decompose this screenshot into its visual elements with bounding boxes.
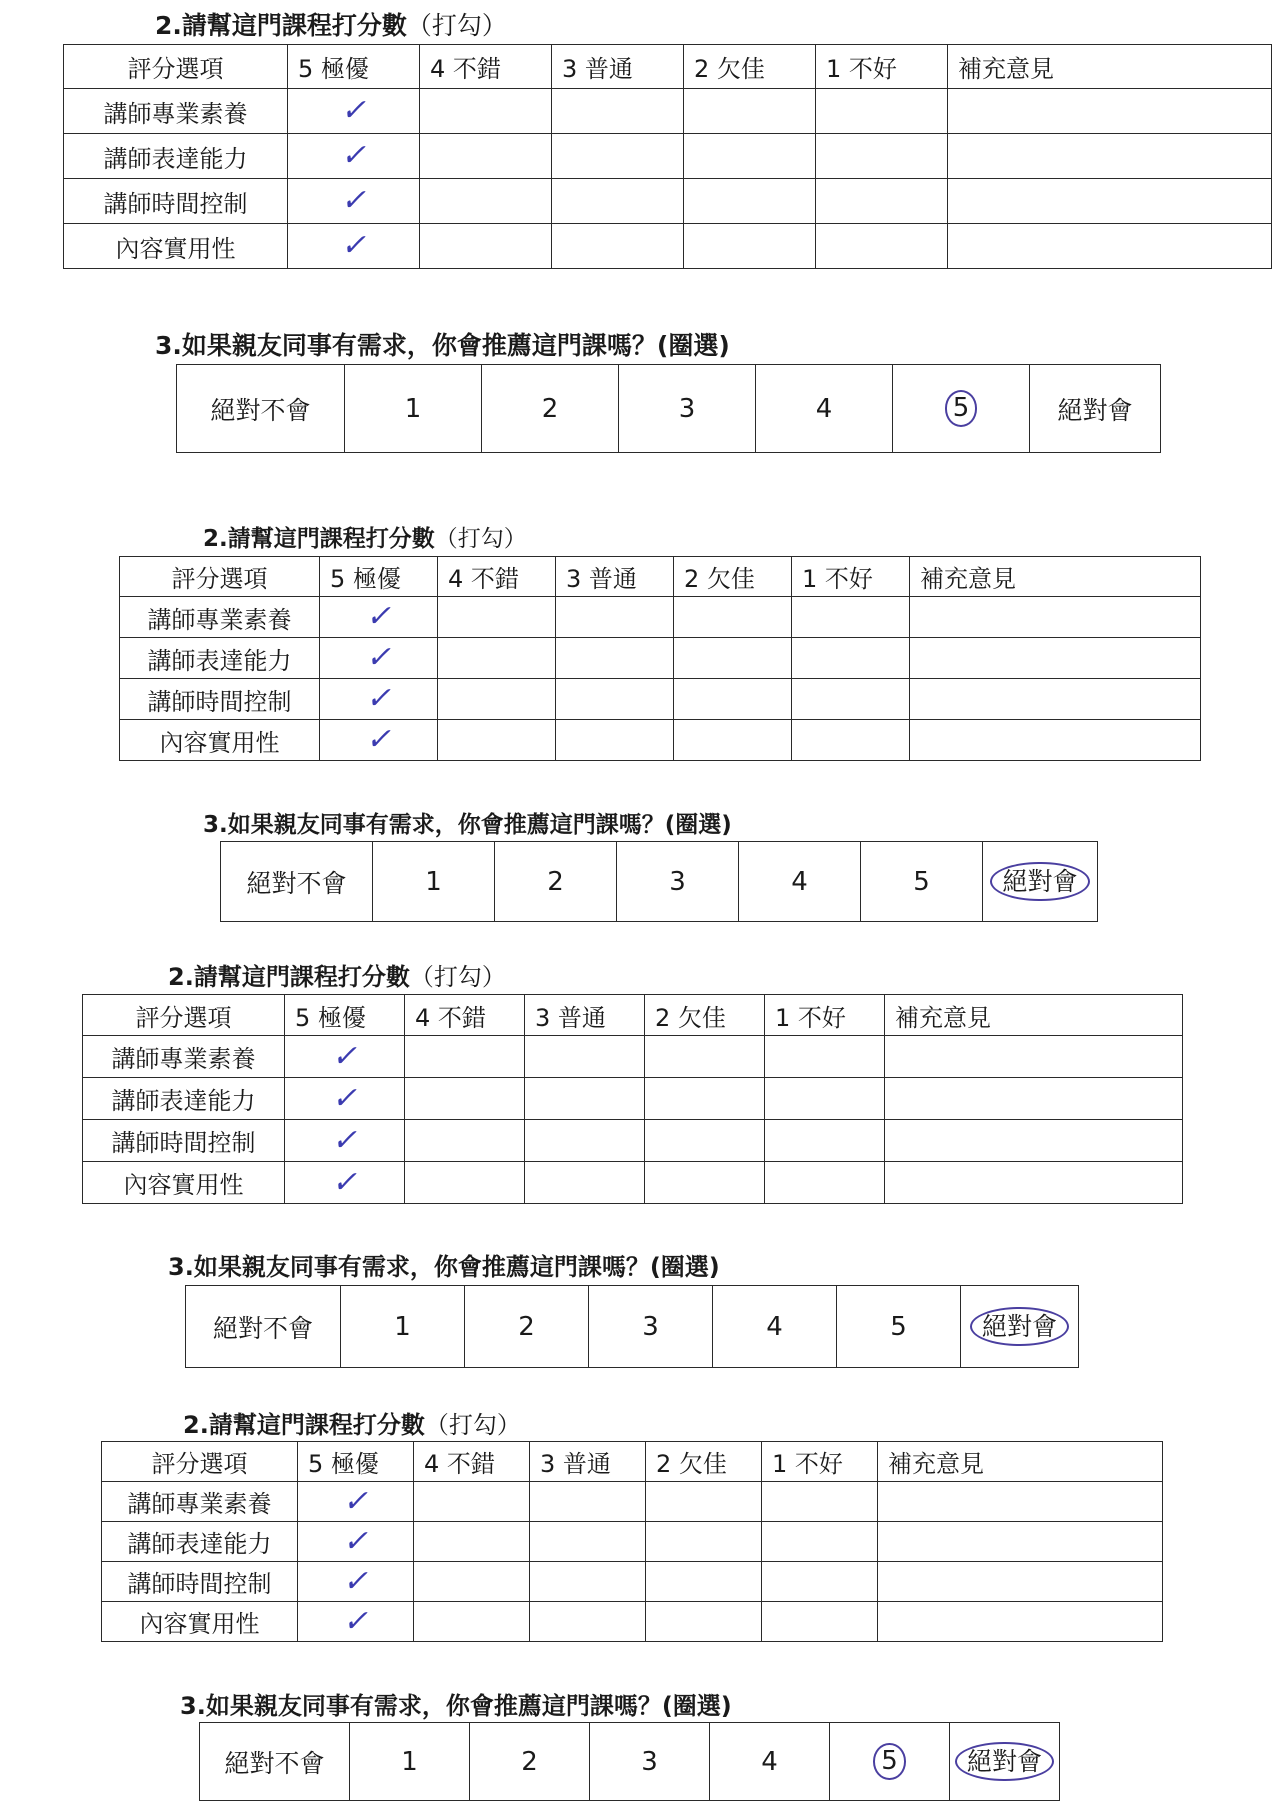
table-row: [64, 89, 1272, 134]
checkbox-cell[interactable]: [285, 1120, 405, 1162]
table-row: [102, 1562, 1163, 1602]
scale-option[interactable]: 1: [373, 842, 495, 922]
empty-cell[interactable]: [762, 1482, 878, 1522]
scale-option-selected[interactable]: [983, 842, 1098, 922]
rating-item: 講師表達能力: [83, 1078, 285, 1120]
comment-cell[interactable]: [885, 1162, 1183, 1204]
empty-cell[interactable]: [530, 1522, 646, 1562]
header-cell: 4 不錯: [420, 45, 552, 89]
rating-item: 內容實用性: [83, 1162, 285, 1204]
comment-cell[interactable]: [910, 638, 1201, 679]
recommend-scale: [176, 364, 1161, 453]
comment-cell[interactable]: [885, 1036, 1183, 1078]
scale-option[interactable]: 4: [710, 1723, 830, 1801]
empty-cell[interactable]: [816, 134, 948, 179]
checkmark-icon: ✓: [365, 640, 392, 675]
table-row: [64, 134, 1272, 179]
rating-item: 講師專業素養: [83, 1036, 285, 1078]
empty-cell[interactable]: [552, 224, 684, 269]
scale-option[interactable]: 4: [756, 365, 893, 453]
table-row: [120, 720, 1201, 761]
header-cell: 2 欠佳: [674, 557, 792, 597]
empty-cell[interactable]: [645, 1120, 765, 1162]
empty-cell[interactable]: [645, 1078, 765, 1120]
rating-item: 講師專業素養: [120, 597, 320, 638]
header-cell: 評分選項: [120, 557, 320, 597]
checkmark-icon: ✓: [342, 1483, 369, 1519]
checkbox-cell[interactable]: [320, 638, 438, 679]
empty-cell[interactable]: [438, 720, 556, 761]
table-row: [83, 1162, 1183, 1204]
empty-cell[interactable]: [414, 1482, 530, 1522]
checkmark-icon: ✓: [365, 722, 392, 757]
empty-cell[interactable]: [438, 638, 556, 679]
rating-item: 講師專業素養: [64, 89, 288, 134]
scale-option-selected[interactable]: [950, 1723, 1060, 1801]
empty-cell[interactable]: [556, 679, 674, 720]
empty-cell[interactable]: [420, 179, 552, 224]
scale-option-selected[interactable]: [961, 1286, 1079, 1368]
scale-option-selected[interactable]: [830, 1723, 950, 1801]
empty-cell[interactable]: [674, 638, 792, 679]
comment-cell[interactable]: [948, 179, 1272, 224]
empty-cell[interactable]: [420, 134, 552, 179]
rating-item: 講師表達能力: [102, 1522, 298, 1562]
scale-option[interactable]: 絕對不會: [200, 1723, 350, 1801]
checkmark-icon: ✓: [340, 138, 367, 173]
empty-cell[interactable]: [684, 89, 816, 134]
empty-cell[interactable]: [646, 1562, 762, 1602]
checkmark-icon: ✓: [331, 1038, 358, 1074]
empty-cell[interactable]: [414, 1522, 530, 1562]
header-cell: 1 不好: [816, 45, 948, 89]
table-row: [83, 1036, 1183, 1078]
header-cell: 1 不好: [762, 1442, 878, 1482]
empty-cell[interactable]: [414, 1562, 530, 1602]
rating-item: 內容實用性: [64, 224, 288, 269]
empty-cell[interactable]: [525, 1120, 645, 1162]
empty-cell[interactable]: [414, 1602, 530, 1642]
rating-question-title: 2.請幫這門課程打分數（打勾）: [168, 963, 506, 991]
checkbox-cell[interactable]: [298, 1602, 414, 1642]
scale-option[interactable]: 2: [465, 1286, 589, 1368]
selection-circle-icon: 絕對會: [990, 862, 1089, 902]
empty-cell[interactable]: [525, 1036, 645, 1078]
recommend-question-title: 3.如果親友同事有需求，你會推薦這門課嗎？(圈選): [203, 812, 732, 838]
empty-cell[interactable]: [525, 1162, 645, 1204]
empty-cell[interactable]: [765, 1120, 885, 1162]
comment-cell[interactable]: [885, 1120, 1183, 1162]
comment-cell[interactable]: [878, 1602, 1163, 1642]
table-row: [64, 224, 1272, 269]
empty-cell[interactable]: [765, 1162, 885, 1204]
checkbox-cell[interactable]: [285, 1036, 405, 1078]
empty-cell[interactable]: [816, 224, 948, 269]
empty-cell[interactable]: [792, 720, 910, 761]
empty-cell[interactable]: [646, 1482, 762, 1522]
rating-table: [101, 1441, 1163, 1642]
checkbox-cell[interactable]: [298, 1562, 414, 1602]
scale-option[interactable]: 5: [861, 842, 983, 922]
selection-circle-icon: 5: [945, 390, 978, 427]
comment-cell[interactable]: [878, 1562, 1163, 1602]
empty-cell[interactable]: [816, 89, 948, 134]
header-cell: 補充意見: [885, 995, 1183, 1036]
table-row: [120, 679, 1201, 720]
rating-table: [82, 994, 1183, 1204]
selection-circle-icon: 5: [873, 1743, 906, 1780]
empty-cell[interactable]: [792, 597, 910, 638]
empty-cell[interactable]: [438, 679, 556, 720]
empty-cell[interactable]: [765, 1036, 885, 1078]
rating-table: [119, 556, 1201, 761]
scale-option[interactable]: 5: [837, 1286, 961, 1368]
scale-option[interactable]: 絕對會: [1030, 365, 1161, 453]
empty-cell[interactable]: [646, 1522, 762, 1562]
checkbox-cell[interactable]: [298, 1522, 414, 1562]
empty-cell[interactable]: [405, 1036, 525, 1078]
header-cell: 4 不錯: [414, 1442, 530, 1482]
rating-question-title: 2.請幫這門課程打分數（打勾）: [183, 1411, 521, 1439]
selection-circle-icon: 絕對會: [955, 1742, 1054, 1782]
header-cell: 5 極優: [288, 45, 420, 89]
empty-cell[interactable]: [405, 1162, 525, 1204]
scale-option[interactable]: 3: [619, 365, 756, 453]
rating-item: 講師時間控制: [120, 679, 320, 720]
header-cell: 1 不好: [765, 995, 885, 1036]
checkbox-cell[interactable]: [320, 720, 438, 761]
checkmark-icon: ✓: [340, 93, 367, 128]
scale-option[interactable]: 3: [590, 1723, 710, 1801]
comment-cell[interactable]: [910, 720, 1201, 761]
checkmark-icon: ✓: [342, 1523, 369, 1559]
selection-circle-icon: 絕對會: [970, 1307, 1069, 1347]
scale-option[interactable]: 2: [470, 1723, 590, 1801]
scale-option[interactable]: 2: [482, 365, 619, 453]
checkbox-cell[interactable]: [285, 1078, 405, 1120]
recommend-scale: [220, 841, 1098, 922]
comment-cell[interactable]: [910, 597, 1201, 638]
checkmark-icon: ✓: [365, 599, 392, 634]
empty-cell[interactable]: [530, 1602, 646, 1642]
empty-cell[interactable]: [556, 720, 674, 761]
comment-cell[interactable]: [948, 89, 1272, 134]
empty-cell[interactable]: [684, 224, 816, 269]
header-cell: 4 不錯: [405, 995, 525, 1036]
empty-cell[interactable]: [552, 134, 684, 179]
empty-cell[interactable]: [645, 1036, 765, 1078]
empty-cell[interactable]: [684, 179, 816, 224]
header-cell: 評分選項: [64, 45, 288, 89]
header-cell: 5 極優: [298, 1442, 414, 1482]
empty-cell[interactable]: [405, 1120, 525, 1162]
empty-cell[interactable]: [762, 1602, 878, 1642]
empty-cell[interactable]: [792, 638, 910, 679]
empty-cell[interactable]: [674, 597, 792, 638]
table-row: [120, 638, 1201, 679]
comment-cell[interactable]: [910, 679, 1201, 720]
empty-cell[interactable]: [552, 179, 684, 224]
table-row: [64, 179, 1272, 224]
rating-item: 講師時間控制: [102, 1562, 298, 1602]
empty-cell[interactable]: [674, 720, 792, 761]
rating-item: 內容實用性: [120, 720, 320, 761]
header-cell: 5 極優: [285, 995, 405, 1036]
comment-cell[interactable]: [878, 1522, 1163, 1562]
table-row: [102, 1522, 1163, 1562]
table-row: [83, 1120, 1183, 1162]
header-cell: 4 不錯: [438, 557, 556, 597]
empty-cell[interactable]: [556, 638, 674, 679]
header-cell: 2 欠佳: [684, 45, 816, 89]
checkbox-cell[interactable]: [288, 134, 420, 179]
rating-item: 講師表達能力: [120, 638, 320, 679]
empty-cell[interactable]: [525, 1078, 645, 1120]
checkmark-icon: ✓: [340, 228, 367, 263]
empty-cell[interactable]: [765, 1078, 885, 1120]
empty-cell[interactable]: [674, 679, 792, 720]
checkmark-icon: ✓: [331, 1080, 358, 1116]
scale-option[interactable]: 3: [617, 842, 739, 922]
empty-cell[interactable]: [556, 597, 674, 638]
checkmark-icon: ✓: [342, 1563, 369, 1599]
table-row: [83, 1078, 1183, 1120]
empty-cell[interactable]: [816, 179, 948, 224]
header-cell: 補充意見: [948, 45, 1272, 89]
scale-option-selected[interactable]: [893, 365, 1030, 453]
comment-cell[interactable]: [885, 1078, 1183, 1120]
checkmark-icon: ✓: [365, 681, 392, 716]
rating-item: 講師表達能力: [64, 134, 288, 179]
scale-option[interactable]: 1: [345, 365, 482, 453]
empty-cell[interactable]: [552, 89, 684, 134]
empty-cell[interactable]: [792, 679, 910, 720]
empty-cell[interactable]: [646, 1602, 762, 1642]
header-cell: 2 欠佳: [645, 995, 765, 1036]
table-row: [102, 1482, 1163, 1522]
comment-cell[interactable]: [948, 224, 1272, 269]
header-cell: 3 普通: [525, 995, 645, 1036]
empty-cell[interactable]: [684, 134, 816, 179]
checkmark-icon: ✓: [340, 183, 367, 218]
checkbox-cell[interactable]: [298, 1482, 414, 1522]
empty-cell[interactable]: [420, 224, 552, 269]
header-cell: 補充意見: [878, 1442, 1163, 1482]
header-cell: 3 普通: [552, 45, 684, 89]
comment-cell[interactable]: [948, 134, 1272, 179]
rating-question-title: 2.請幫這門課程打分數（打勾）: [155, 11, 507, 40]
empty-cell[interactable]: [530, 1562, 646, 1602]
checkbox-cell[interactable]: [288, 89, 420, 134]
rating-table: [63, 44, 1272, 269]
recommend-question-title: 3.如果親友同事有需求，你會推薦這門課嗎？(圈選): [155, 331, 730, 360]
header-cell: 2 欠佳: [646, 1442, 762, 1482]
empty-cell[interactable]: [420, 89, 552, 134]
checkmark-icon: ✓: [342, 1603, 369, 1639]
empty-cell[interactable]: [405, 1078, 525, 1120]
header-cell: 5 極優: [320, 557, 438, 597]
scale-option[interactable]: 絕對不會: [186, 1286, 341, 1368]
empty-cell[interactable]: [762, 1522, 878, 1562]
checkmark-icon: ✓: [331, 1122, 358, 1158]
rating-item: 講師時間控制: [83, 1120, 285, 1162]
scale-option[interactable]: 絕對不會: [221, 842, 373, 922]
checkbox-cell[interactable]: [320, 679, 438, 720]
scale-option[interactable]: 絕對不會: [177, 365, 345, 453]
scale-option[interactable]: 4: [739, 842, 861, 922]
empty-cell[interactable]: [438, 597, 556, 638]
recommend-question-title: 3.如果親友同事有需求，你會推薦這門課嗎？(圈選): [180, 1692, 732, 1720]
checkbox-cell[interactable]: [288, 224, 420, 269]
scale-option[interactable]: 1: [350, 1723, 470, 1801]
table-row: [120, 597, 1201, 638]
empty-cell[interactable]: [530, 1482, 646, 1522]
recommend-question-title: 3.如果親友同事有需求，你會推薦這門課嗎？(圈選): [168, 1253, 720, 1281]
scale-option[interactable]: 3: [589, 1286, 713, 1368]
header-cell: 評分選項: [83, 995, 285, 1036]
comment-cell[interactable]: [878, 1482, 1163, 1522]
checkbox-cell[interactable]: [285, 1162, 405, 1204]
scale-option[interactable]: 4: [713, 1286, 837, 1368]
rating-item: 講師時間控制: [64, 179, 288, 224]
rating-item: 內容實用性: [102, 1602, 298, 1642]
checkmark-icon: ✓: [331, 1164, 358, 1200]
header-cell: 3 普通: [556, 557, 674, 597]
empty-cell[interactable]: [645, 1162, 765, 1204]
checkbox-cell[interactable]: [320, 597, 438, 638]
checkbox-cell[interactable]: [288, 179, 420, 224]
rating-item: 講師專業素養: [102, 1482, 298, 1522]
empty-cell[interactable]: [762, 1562, 878, 1602]
header-cell: 補充意見: [910, 557, 1201, 597]
scale-option[interactable]: 1: [341, 1286, 465, 1368]
recommend-scale: [199, 1722, 1060, 1801]
header-cell: 評分選項: [102, 1442, 298, 1482]
scale-option[interactable]: 2: [495, 842, 617, 922]
rating-question-title: 2.請幫這門課程打分數（打勾）: [203, 526, 527, 552]
table-row: [102, 1602, 1163, 1642]
header-cell: 1 不好: [792, 557, 910, 597]
header-cell: 3 普通: [530, 1442, 646, 1482]
recommend-scale: [185, 1285, 1079, 1368]
